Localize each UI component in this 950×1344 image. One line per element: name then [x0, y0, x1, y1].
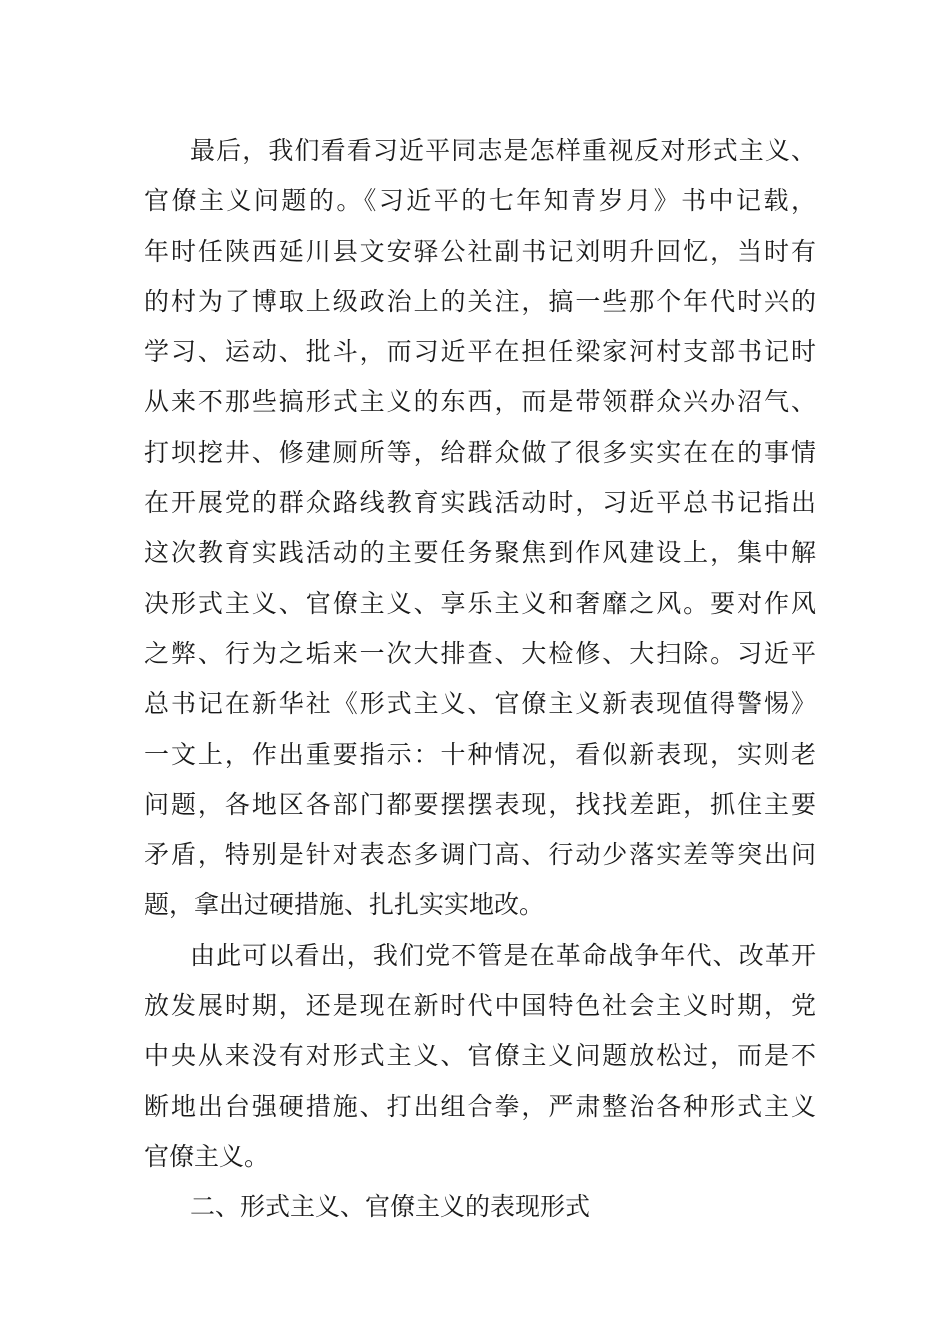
document-body — [144, 126, 816, 1233]
paragraph-line: 这次教育实践活动的主要任务聚焦到作风建设上，集中解 — [144, 538, 816, 568]
paragraph-line: 放发展时期，还是现在新时代中国特色社会主义时期，党 — [144, 991, 816, 1021]
paragraph-line: 中央从来没有对形式主义、官僚主义问题放松过，而是不 — [144, 1041, 816, 1071]
paragraph-line: 矛盾，特别是针对表态多调门高、行动少落实差等突出问 — [144, 840, 816, 870]
paragraph-line: 断地出台强硬措施、打出组合拳，严肃整治各种形式主义 — [144, 1091, 816, 1121]
paragraph-1 — [144, 126, 816, 931]
paragraph-line: 决形式主义、官僚主义、享乐主义和奢靡之风。要对作风 — [144, 588, 816, 618]
paragraph-line: 题，拿出过硬措施、扎扎实实地改。 — [144, 890, 545, 920]
paragraph-line: 之弊、行为之垢来一次大排查、大检修、大扫除。习近平 — [144, 638, 816, 668]
paragraph-line: 官僚主义问题的。《习近平的七年知青岁月》书中记载， — [144, 186, 816, 216]
paragraph-line: 年时任陕西延川县文安驿公社副书记刘明升回忆，当时有 — [144, 236, 816, 266]
paragraph-line: 总书记在新华社《形式主义、官僚主义新表现值得警惕》 — [144, 689, 816, 719]
paragraph-line: 最后，我们看看习近平同志是怎样重视反对形式主义、 — [190, 136, 816, 165]
paragraph-line: 学习、运动、批斗，而习近平在担任梁家河村支部书记时 — [144, 337, 816, 367]
paragraph-line: 问题，各地区各部门都要摆摆表现，找找差距，抓住主要 — [144, 789, 816, 819]
section-heading: 二、形式主义、官僚主义的表现形式 — [190, 1192, 591, 1222]
paragraph-2 — [144, 931, 816, 1182]
paragraph-line: 在开展党的群众路线教育实践活动时，习近平总书记指出 — [144, 488, 816, 518]
paragraph-line: 打坝挖井、修建厕所等，给群众做了很多实实在在的事情 — [144, 437, 816, 467]
paragraph-line: 由此可以看出，我们党不管是在革命战争年代、改革开 — [190, 940, 816, 970]
paragraph-line: 从来不那些搞形式主义的东西，而是带领群众兴办沼气、 — [144, 387, 816, 417]
paragraph-line: 官僚主义。 — [144, 1141, 270, 1171]
paragraph-line: 的村为了博取上级政治上的关注，搞一些那个年代时兴的 — [144, 286, 816, 316]
paragraph-line: 一文上，作出重要指示：十种情况，看似新表现，实则老 — [144, 739, 816, 769]
